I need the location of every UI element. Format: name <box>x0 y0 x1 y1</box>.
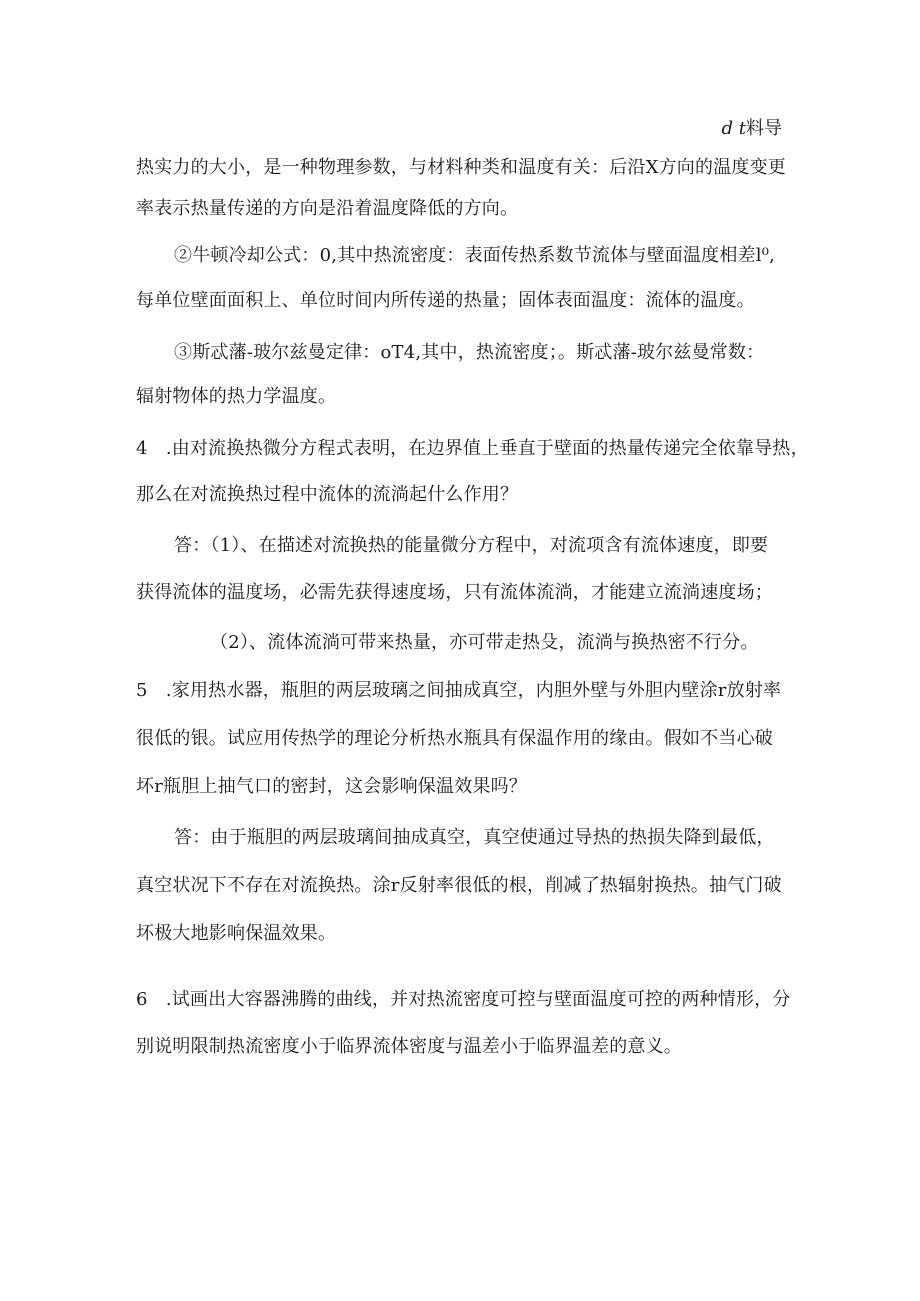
question-5-line: 坏r瓶胆上抽气口的密封，这会影响保温效果吗？ <box>136 776 528 797</box>
text-line: 每单位壁面面积上、单位时间内所传递的热量；固体表面温度：流体的温度。 <box>136 290 755 311</box>
question-4-line: 4 .由对流换热微分方程式表明，在边界值上垂直于壁面的热量传递完全依靠导热， <box>136 438 809 459</box>
answer-line: 获得流体的温度场，必需先获得速度场，只有流体流淌，才能建立流淌速度场； <box>136 582 773 603</box>
text-line: 辐射物体的热力学温度。 <box>136 386 337 407</box>
answer-line: 答：（1）、在描述对流换热的能量微分方程中，对流项含有流体速度，即要 <box>174 535 769 556</box>
text-line: ②牛顿冷却公式：0,其中热流密度：表面传热系数节流体与壁面温度相差l⁰, <box>174 245 776 266</box>
text-line: 率表示热量传递的方向是沿着温度降低的方向。 <box>136 198 519 219</box>
question-5-line: 很低的银。试应用传热学的理论分析热水瓶具有保温作用的缘由。假如不当心破 <box>136 728 773 749</box>
question-4-line: 那么在对流换热过程中流体的流淌起什么作用？ <box>136 484 519 505</box>
page-header <box>722 116 782 142</box>
answer-line: 真空状况下不存在对流换热。涂r反射率很低的根，削减了热辐射换热。抽气门破 <box>136 875 782 896</box>
text-line: 热实力的大小，是一种物理参数，与材料种类和温度有关：后沿X方向的温度变更 <box>136 157 787 178</box>
question-6-line: 别说明限制热流密度小于临界流体密度与温差小于临界温差的意义。 <box>136 1036 682 1057</box>
answer-line: （2）、流体流淌可带来热量，亦可带走热殳，流淌与换热密不行分。 <box>210 632 759 653</box>
header-formula: d t <box>721 118 746 139</box>
header-label: 料导 <box>746 118 782 139</box>
answer-line: 答：由于瓶胆的两层玻璃间抽成真空，真空使通过导热的热损失降到最低， <box>174 827 775 848</box>
answer-line: 坏极大地影响保温效果。 <box>136 923 337 944</box>
question-5-line: 5 .家用热水器，瓶胆的两层玻璃之间抽成真空，内胆外壁与外胆内壁涂r放射率 <box>136 680 782 701</box>
text-line: ③斯忒藩-玻尔兹曼定律：oT4,其中，热流密度；。斯忒藩-玻尔兹曼常数： <box>174 342 765 363</box>
question-6-line: 6 .试画出大容器沸腾的曲线，并对热流密度可控与壁面温度可控的两种情形，分 <box>136 989 791 1010</box>
